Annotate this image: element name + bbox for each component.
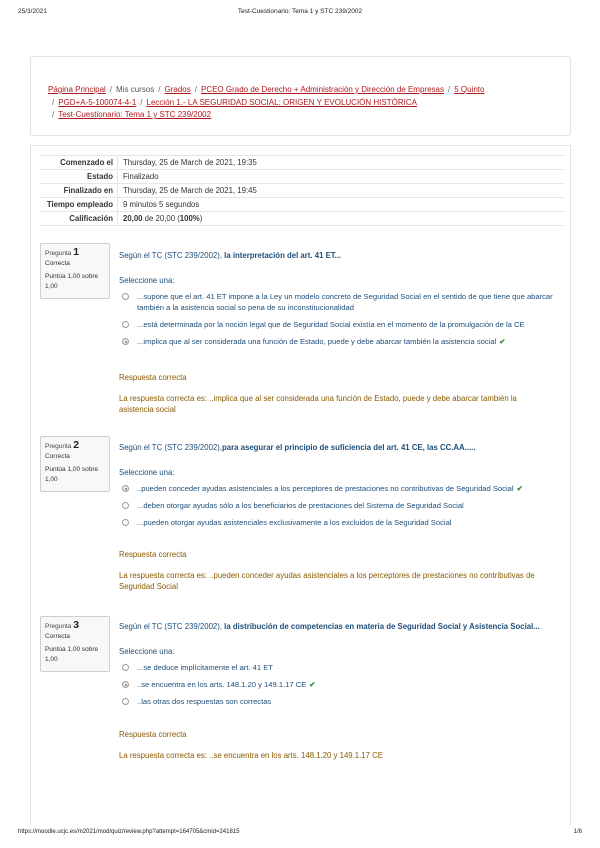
answer-option[interactable] xyxy=(119,517,559,528)
grade-close: ) xyxy=(199,214,203,223)
radio-button[interactable] xyxy=(122,293,129,300)
check-icon: ✔ xyxy=(499,337,506,346)
question-number xyxy=(45,440,105,452)
question-text-plain: Según el TC (STC 239/2002), xyxy=(119,251,225,260)
summary-value xyxy=(118,212,564,225)
radio-button-selected[interactable] xyxy=(122,338,129,345)
question-text xyxy=(119,251,559,260)
question-state: Correcta xyxy=(45,633,70,640)
breadcrumb-year[interactable]: 5 Quinto xyxy=(454,85,485,94)
grade-total: de 20,00 ( xyxy=(142,214,180,223)
question-feedback xyxy=(119,549,549,592)
question-label: Pregunta xyxy=(45,250,72,257)
breadcrumb-course[interactable]: PGD+A-5-100074-4-1 xyxy=(58,97,137,107)
question-state: Correcta xyxy=(45,453,70,460)
breadcrumb-separator: / xyxy=(158,85,161,94)
answer-option-text: ...pueden otorgar ayudas asistenciales exclusivamente a los excluidos de la Seguridad Social xyxy=(137,518,452,527)
answer-option[interactable] xyxy=(119,500,559,511)
breadcrumb xyxy=(48,84,558,122)
question-grade: Puntúa 1,00 sobre 1,00 xyxy=(45,646,99,663)
breadcrumb-grados[interactable]: Grados xyxy=(164,85,191,94)
feedback-status: Respuesta correcta xyxy=(119,373,187,382)
question-state: Correcta xyxy=(45,260,70,267)
question-num: 3 xyxy=(73,619,80,631)
grade-percent: 100% xyxy=(179,214,200,223)
question-content xyxy=(119,622,559,707)
breadcrumb-degree[interactable]: PCEO Grado de Derecho + Administración y Dirección de Empresas xyxy=(200,85,444,94)
question-info xyxy=(40,616,110,672)
breadcrumb-separator: / xyxy=(52,97,55,107)
question-number xyxy=(45,247,105,259)
radio-button[interactable] xyxy=(122,664,129,671)
correct-answer-text: La respuesta correcta es: ..implica que al ser considerada una función de Estado, puede y debe abarcar también la asistencia social xyxy=(119,394,517,414)
print-header xyxy=(0,8,600,18)
check-icon: ✔ xyxy=(516,484,523,493)
answer-option-selected[interactable] xyxy=(119,679,559,690)
question-grade: Puntúa 1,00 sobre 1,00 xyxy=(45,466,99,483)
answer-option-text: ...implica que al ser considerada una función de Estado, puede y debe abarcar también la asistencia social xyxy=(137,337,497,346)
summary-key: Tiempo empleado xyxy=(40,198,118,211)
answer-option-text: ..se encuentra en los arts. 148.1.20 y 149.1.17 CE xyxy=(137,680,307,689)
question-content xyxy=(119,443,559,528)
breadcrumb-home[interactable]: Página Principal xyxy=(48,85,106,94)
print-title: Test-Cuestionario: Tema 1 y STC 239/2002 xyxy=(237,8,363,15)
question-text-plain: Según el TC (STC 239/2002), xyxy=(119,622,225,631)
correct-answer-text: La respuesta correcta es: ..se encuentra en los arts. 148.1.20 y 149.1.17 CE xyxy=(119,751,383,760)
summary-value: Thursday, 25 de March de 2021, 19:45 xyxy=(123,186,257,195)
answer-option-text: ...deben otorgar ayudas sólo a los beneficiarios de prestaciones del Sistema de Seguridad Social xyxy=(137,501,464,510)
question-num: 2 xyxy=(73,439,80,451)
radio-button[interactable] xyxy=(122,698,129,705)
breadcrumb-separator: / xyxy=(140,97,143,107)
attempt-summary-table xyxy=(40,155,564,226)
print-url: https://moodle.ucjc.es/m2021/mod/quiz/review.php?attempt=164705&cmid=241815 xyxy=(18,829,240,835)
summary-value: Finalizado xyxy=(123,172,159,181)
answer-option-selected[interactable] xyxy=(119,483,559,494)
summary-value: 9 minutos 5 segundos xyxy=(123,200,200,209)
radio-button-selected[interactable] xyxy=(122,681,129,688)
answer-option[interactable] xyxy=(119,696,559,707)
summary-row-started xyxy=(40,156,564,170)
print-footer xyxy=(0,829,600,839)
summary-row-grade xyxy=(40,212,564,226)
feedback-status: Respuesta correcta xyxy=(119,550,187,559)
radio-button[interactable] xyxy=(122,502,129,509)
breadcrumb-my-courses: Mis cursos xyxy=(116,85,155,94)
summary-key: Comenzado el xyxy=(40,156,118,169)
question-text-bold: la distribución de competencias en materia de Seguridad Social y Asistencia Social... xyxy=(224,622,540,631)
question-text-bold: la interpretación del art. 41 ET... xyxy=(224,251,342,260)
answer-option-text: ...supone que el art. 41 ET impone a la Ley un modelo concreto de Seguridad Social en el sentido de que tiene que abarcar también a la asistencia social so pena de su inconstitucionalidad xyxy=(137,292,553,312)
answer-option-text: ..las otras dos respuestas son correctas xyxy=(137,697,272,706)
print-page-number: 1/6 xyxy=(573,829,582,835)
summary-value: Thursday, 25 de March de 2021, 19:35 xyxy=(123,158,257,167)
answer-option[interactable] xyxy=(119,291,559,313)
answer-option-text: ...se deduce implícitamente el art. 41 ET xyxy=(137,663,273,672)
question-content xyxy=(119,251,559,347)
breadcrumb-lesson[interactable]: Lección 1.- LA SEGURIDAD SOCIAL: ORIGEN Y EVOLUCIÓN HISTÓRICA xyxy=(146,97,417,107)
check-icon: ✔ xyxy=(309,680,316,689)
answer-option-text: ..pueden conceder ayudas asistenciales a los perceptores de prestaciones no contributivas de Seguridad Social xyxy=(137,484,514,493)
summary-key: Finalizado en xyxy=(40,184,118,197)
breadcrumb-quiz[interactable]: Test-Cuestionario: Tema 1 y STC 239/2002 xyxy=(58,110,212,119)
question-number xyxy=(45,620,105,632)
summary-key: Calificación xyxy=(40,212,118,225)
print-date: 25/3/2021 xyxy=(18,8,47,15)
question-text xyxy=(119,443,559,452)
feedback-status: Respuesta correcta xyxy=(119,730,187,739)
radio-button-selected[interactable] xyxy=(122,485,129,492)
radio-button[interactable] xyxy=(122,519,129,526)
radio-button[interactable] xyxy=(122,321,129,328)
breadcrumb-separator: / xyxy=(194,85,197,94)
question-text xyxy=(119,622,559,631)
question-label: Pregunta xyxy=(45,443,72,450)
question-label: Pregunta xyxy=(45,623,72,630)
question-text-bold: para asegurar el principio de suficiencia del art. 41 CE, las CC.AA..... xyxy=(222,443,476,452)
question-num: 1 xyxy=(73,246,80,258)
grade-score: 20,00 xyxy=(123,214,143,223)
summary-row-state xyxy=(40,170,564,184)
question-feedback xyxy=(119,372,549,415)
summary-row-time xyxy=(40,198,564,212)
answer-option-text: ...está determinada por la noción legal que de Seguridad Social existía en el momento de la promulgación de la CE xyxy=(137,320,525,329)
question-text-plain: Según el TC (STC 239/2002), xyxy=(119,443,223,452)
question-info xyxy=(40,243,110,299)
select-one-label: Seleccione una: xyxy=(119,647,175,656)
select-one-label: Seleccione una: xyxy=(119,276,175,285)
summary-row-finished xyxy=(40,184,564,198)
breadcrumb-separator: / xyxy=(52,110,55,119)
question-info xyxy=(40,436,110,492)
summary-key: Estado xyxy=(40,170,118,183)
answer-option-selected[interactable] xyxy=(119,336,559,347)
answer-option[interactable] xyxy=(119,662,559,673)
select-one-label: Seleccione una: xyxy=(119,468,175,477)
correct-answer-text: La respuesta correcta es: ..pueden conceder ayudas asistenciales a los perceptores de prestaciones no contributivas de Seguridad Social xyxy=(119,571,535,591)
answer-option[interactable] xyxy=(119,319,559,330)
breadcrumb-separator: / xyxy=(447,85,451,94)
question-grade: Puntúa 1,00 sobre 1,00 xyxy=(45,273,99,290)
breadcrumb-separator: / xyxy=(109,85,113,94)
question-feedback xyxy=(119,729,549,761)
